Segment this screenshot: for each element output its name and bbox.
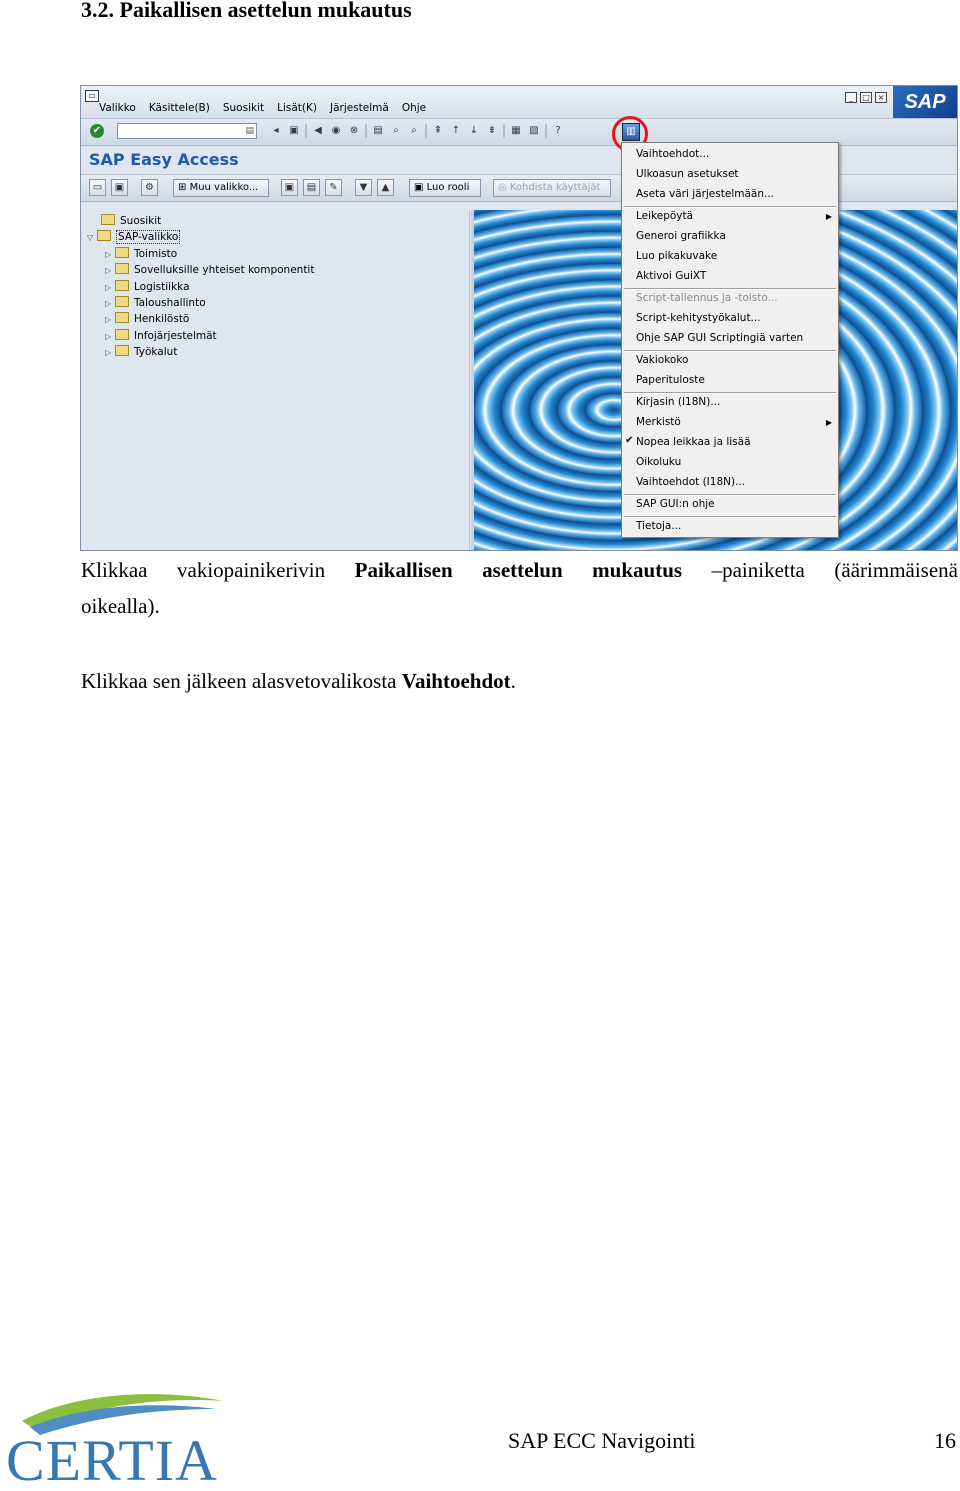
navigation-tree — [83, 210, 470, 550]
assign-users-label: Kohdista käyttäjät — [509, 182, 601, 193]
menu-separator — [624, 516, 836, 518]
tree-node-hr[interactable] — [105, 312, 189, 325]
tree-node-label: Suosikit — [120, 215, 162, 227]
maximize-icon[interactable]: □ — [860, 92, 872, 103]
enter-icon[interactable]: ✔ — [90, 124, 104, 138]
add-favorite-icon[interactable]: ▣ — [281, 179, 298, 196]
save-icon[interactable]: ◂ — [273, 125, 279, 136]
menu-item-default-size[interactable]: Vakiokoko — [636, 354, 689, 366]
tree-node-components[interactable] — [105, 263, 314, 276]
sap-logo: SAP — [893, 86, 957, 118]
tree-node-label: Henkilöstö — [134, 313, 190, 325]
previous-page-icon[interactable]: ↑ — [451, 125, 461, 136]
new-session-icon[interactable]: ▦ — [511, 125, 521, 136]
instruction-text: Klikkaa vakiopainikerivin — [81, 558, 355, 582]
customize-local-layout-icon[interactable]: ▥ — [622, 123, 640, 141]
tree-node-favorites[interactable] — [91, 214, 161, 227]
edit-icon[interactable]: ✎ — [325, 179, 342, 196]
delete-favorite-icon[interactable]: ▤ — [303, 179, 320, 196]
menu-kasittele[interactable]: Käsittele(B) — [148, 102, 210, 114]
folder-icon — [115, 296, 129, 307]
collapsed-triangle-icon[interactable]: ▷ — [105, 283, 112, 292]
menu-lisat[interactable]: Lisät(K) — [277, 102, 317, 114]
page-title: SAP Easy Access — [89, 150, 239, 169]
collapsed-triangle-icon[interactable]: ▷ — [105, 299, 112, 308]
find-next-icon[interactable]: ⌕ — [411, 125, 417, 136]
find-icon[interactable]: ⌕ — [393, 125, 399, 136]
window-controls — [845, 92, 887, 103]
menu-item-quick-cut-paste[interactable]: Nopea leikkaa ja lisää — [636, 436, 751, 448]
menu-item-hardcopy[interactable]: Paperituloste — [636, 374, 705, 386]
folder-icon — [115, 247, 129, 258]
tree-node-label: Sovelluksille yhteiset komponentit — [134, 264, 315, 276]
instruction-bold: Paikallisen asettelun mukautus — [354, 558, 683, 582]
folder-icon — [115, 345, 129, 356]
menu-item-scripting-help[interactable]: Ohje SAP GUI Scriptingiä varten — [636, 332, 804, 344]
tree-node-label: Toimisto — [134, 248, 178, 260]
minimize-icon[interactable]: _ — [845, 92, 857, 103]
role-icon: ▣ — [414, 182, 427, 193]
tree-node-label: Taloushallinto — [134, 297, 206, 309]
menu-item-visual-settings[interactable]: Ulkoasun asetukset — [636, 168, 739, 180]
cancel-icon[interactable]: ⊗ — [349, 125, 359, 136]
menu-item-activate-guixt[interactable]: Aktivoi GuiXT — [636, 270, 707, 282]
checkmark-icon: ✔ — [625, 435, 634, 446]
back-icon[interactable]: ◀ — [314, 125, 322, 136]
create-role-button[interactable] — [409, 179, 481, 197]
menu-items — [99, 102, 426, 114]
expanded-triangle-icon[interactable]: ▽ — [87, 233, 94, 242]
instruction-paragraph-1 — [81, 558, 958, 583]
certia-logo — [4, 1383, 244, 1483]
collapsed-triangle-icon[interactable]: ▷ — [105, 332, 112, 341]
tree-node-label: Työkalut — [134, 346, 178, 358]
logo-text: CERTIA — [6, 1428, 218, 1483]
other-menu-button[interactable] — [173, 179, 269, 197]
menu-item-script-tools[interactable]: Script-kehitystyökalut... — [636, 312, 761, 324]
instruction-text: –painiketta (äärimmäisenä — [682, 558, 958, 582]
tree-node-logistics[interactable] — [105, 280, 190, 293]
tree-node-accounting[interactable] — [105, 296, 206, 309]
menu-item-font[interactable]: Kirjasin (I18N)... — [636, 396, 721, 408]
system-menu-icon[interactable]: ▭ — [85, 90, 99, 102]
folder-icon — [101, 214, 115, 225]
next-page-icon[interactable]: ↓ — [469, 125, 479, 136]
instruction-paragraph-2 — [81, 669, 516, 694]
menu-jarjestelma[interactable]: Järjestelmä — [329, 102, 389, 114]
menu-item-about[interactable]: Tietoja... — [636, 520, 682, 532]
instruction-text: . — [510, 669, 516, 693]
folder-icon[interactable]: ▭ — [89, 179, 106, 196]
collapsed-triangle-icon[interactable]: ▷ — [105, 250, 112, 259]
submenu-arrow-icon: ▶ — [825, 418, 832, 427]
menu-separator — [624, 288, 836, 290]
folder-icon — [115, 312, 129, 323]
menu-item-gui-help[interactable]: SAP GUI:n ohje — [636, 498, 715, 510]
hierarchy-icon: ⊞ — [178, 182, 190, 193]
toolbar-separator — [365, 124, 367, 138]
submenu-arrow-icon: ▶ — [825, 212, 832, 221]
close-icon[interactable]: × — [875, 92, 887, 103]
menu-item-generate-graphic[interactable]: Generoi grafiikka — [636, 230, 726, 242]
instruction-paragraph-1-line2: oikealla). — [81, 594, 160, 618]
collapsed-triangle-icon[interactable]: ▷ — [105, 315, 112, 324]
folder-icon — [115, 263, 129, 274]
menu-item-create-shortcut[interactable]: Luo pikakuvake — [636, 250, 718, 262]
settings-icon[interactable]: ⚙ — [141, 179, 158, 196]
menu-separator — [624, 350, 836, 352]
menu-item-options[interactable]: Vaihtoehdot... — [636, 148, 710, 160]
menu-item-script-recording: Script-tallennus ja -toisto... — [636, 292, 778, 304]
save-disk-icon[interactable]: ▣ — [289, 125, 299, 136]
folder-icon — [115, 280, 129, 291]
exit-icon[interactable]: ◉ — [331, 125, 341, 136]
menu-valikko[interactable]: Valikko — [99, 102, 136, 114]
tree-node-label: SAP-valikko — [118, 231, 179, 243]
folder-icon — [115, 329, 129, 340]
page-number: 16 — [934, 1428, 956, 1453]
first-page-icon[interactable]: ⇞ — [433, 125, 443, 136]
toolbar-icons — [269, 124, 565, 138]
section-heading: 3.2. Paikallisen asettelun mukautus — [81, 0, 412, 22]
menu-separator — [624, 206, 836, 208]
menu-bar — [81, 86, 957, 119]
tree-node-sap-menu[interactable] — [87, 230, 180, 243]
menu-suosikit[interactable]: Suosikit — [222, 102, 265, 114]
menu-ohje[interactable]: Ohje — [401, 102, 427, 114]
assign-users-button[interactable] — [493, 179, 611, 197]
tree-node-label: Logistiikka — [134, 281, 190, 293]
tree-node-tools[interactable] — [105, 345, 177, 358]
users-icon: ◎ — [498, 182, 510, 193]
folder-open-icon — [97, 230, 111, 241]
toolbar-separator — [425, 124, 427, 138]
instruction-bold: Vaihtoehdot — [401, 669, 511, 693]
menu-separator — [624, 392, 836, 394]
toolbar-separator — [545, 124, 547, 138]
help-icon[interactable]: ? — [555, 125, 561, 136]
create-role-label: Luo rooli — [426, 182, 470, 193]
instruction-text: Klikkaa sen jälkeen alasvetovalikosta — [81, 669, 402, 693]
menu-item-spellcheck[interactable]: Oikoluku — [636, 456, 682, 468]
menu-item-set-color[interactable]: Aseta väri järjestelmään... — [636, 188, 774, 200]
move-down-icon[interactable]: ▼ — [355, 179, 372, 196]
command-history-icon[interactable]: ▤ — [245, 126, 254, 136]
toolbar-separator — [503, 124, 505, 138]
tree-node-toimisto[interactable] — [105, 247, 177, 260]
menu-item-charset[interactable]: Merkistö — [636, 416, 681, 428]
menu-separator — [624, 494, 836, 496]
shortcut-icon[interactable]: ▧ — [529, 125, 539, 136]
menu-item-clipboard[interactable]: Leikepöytä — [636, 210, 694, 222]
command-field[interactable] — [117, 123, 257, 139]
toolbar-separator — [305, 124, 307, 138]
tree-node-label: Infojärjestelmät — [134, 330, 217, 342]
other-menu-label: Muu valikko... — [189, 182, 259, 193]
menu-item-options-i18n[interactable]: Vaihtoehdot (I18N)... — [636, 476, 746, 488]
last-page-icon[interactable]: ⇟ — [487, 125, 497, 136]
collapsed-triangle-icon[interactable]: ▷ — [105, 266, 112, 275]
sap-window — [80, 85, 958, 551]
favorites-icon[interactable]: ▣ — [111, 179, 128, 196]
move-up-icon[interactable]: ▲ — [377, 179, 394, 196]
footer-title: SAP ECC Navigointi — [508, 1428, 696, 1453]
collapsed-triangle-icon[interactable]: ▷ — [105, 348, 112, 357]
tree-node-info-systems[interactable] — [105, 329, 217, 342]
print-icon[interactable]: ▤ — [373, 125, 383, 136]
local-layout-menu — [621, 142, 839, 538]
